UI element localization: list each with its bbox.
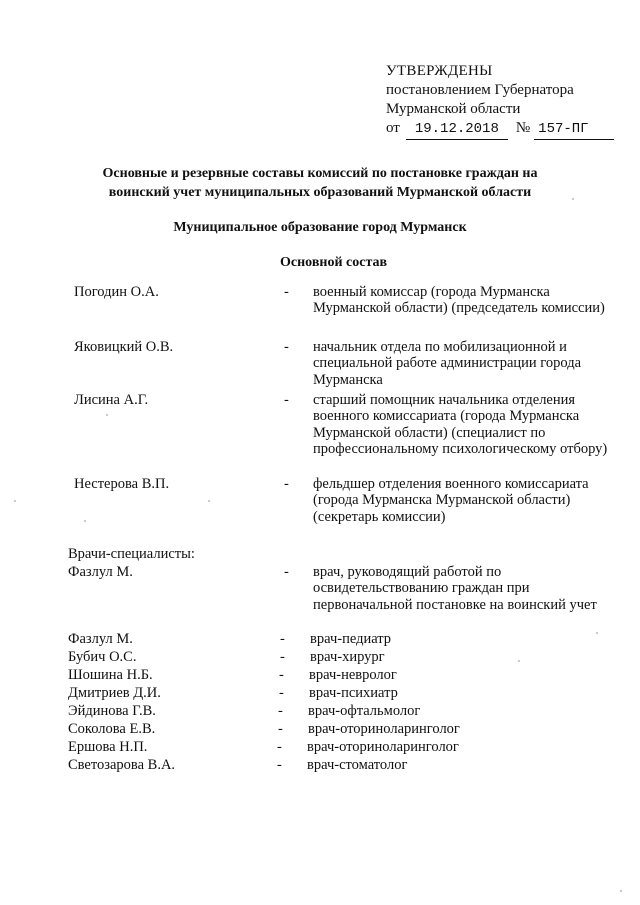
approval-number: 157-ПГ bbox=[534, 120, 614, 140]
doctor-name: Светозарова В.А. bbox=[68, 757, 176, 773]
approval-stamp bbox=[386, 62, 614, 140]
municipality-heading: Муниципальное образование город Мурманск bbox=[173, 220, 467, 235]
doctor-dash: - bbox=[278, 703, 283, 719]
doctor-name: Дмитриев Д.И. bbox=[68, 685, 161, 701]
approval-date-line bbox=[386, 119, 614, 140]
member-dash: - bbox=[284, 284, 289, 300]
doctor-dash: - bbox=[278, 721, 283, 737]
doctor-dash: - bbox=[280, 649, 285, 665]
approval-line-1: постановлением Губернатора bbox=[386, 82, 574, 98]
document-title-line-1: Основные и резервные составы комиссий по постановке граждан на bbox=[102, 166, 538, 181]
doctor-role: врач-офтальмолог bbox=[308, 703, 421, 719]
doctor-name: Шошина Н.Б. bbox=[68, 667, 153, 683]
doctor-role: врач-оториноларинголог bbox=[307, 739, 459, 755]
doctor-name: Ершова Н.П. bbox=[68, 739, 148, 755]
section-heading: Основной состав bbox=[280, 255, 388, 270]
scan-speck bbox=[596, 632, 598, 634]
doctor-dash: - bbox=[284, 564, 289, 580]
approval-date-prefix: от bbox=[386, 120, 400, 136]
doctor-name: Бубич О.С. bbox=[68, 649, 137, 665]
scan-speck bbox=[84, 520, 86, 522]
document-title-line-2: воинский учет муниципальных образований Мурманской области bbox=[108, 185, 532, 200]
doctor-dash: - bbox=[279, 667, 284, 683]
doctor-role: врач-хирург bbox=[310, 649, 385, 665]
doctor-name: Фазлул М. bbox=[68, 564, 133, 580]
approval-number-label: № bbox=[515, 120, 531, 136]
scan-speck bbox=[106, 414, 108, 416]
member-role: начальник отдела по мобилизационной и специальной работе администрации города Мурманска bbox=[313, 339, 582, 388]
doctor-dash: - bbox=[279, 685, 284, 701]
member-role: старший помощник начальника отделения военного комиссариата (города Мурманска Мурманской области) (специалист по профессиональному психологическому отбору) bbox=[313, 392, 608, 457]
scan-speck bbox=[572, 198, 574, 200]
approval-line-2: Мурманской области bbox=[386, 101, 521, 117]
member-role: военный комиссар (города Мурманска Мурманской области) (председатель комиссии) bbox=[313, 284, 605, 317]
member-name: Нестерова В.П. bbox=[74, 476, 170, 492]
approval-date: 19.12.2018 bbox=[406, 120, 508, 140]
doctor-name: Соколова Е.В. bbox=[68, 721, 156, 737]
doctor-dash: - bbox=[280, 631, 285, 647]
doctor-role: врач-стоматолог bbox=[307, 757, 408, 773]
doctor-name: Эйдинова Г.В. bbox=[68, 703, 156, 719]
document-title bbox=[0, 164, 640, 202]
member-dash: - bbox=[284, 339, 289, 355]
member-dash: - bbox=[284, 392, 289, 408]
scan-speck bbox=[620, 890, 622, 892]
scan-speck bbox=[208, 500, 210, 502]
doctor-role: врач-невролог bbox=[309, 667, 397, 683]
doctor-role: врач, руководящий работой по освидетельствованию граждан при первоначальной постановке на воинский учет bbox=[313, 564, 597, 613]
scan-speck bbox=[14, 500, 16, 502]
doctor-name: Фазлул М. bbox=[68, 631, 133, 647]
doctor-role: врач-психиатр bbox=[309, 685, 398, 701]
member-dash: - bbox=[284, 476, 289, 492]
member-name: Яковицкий О.В. bbox=[74, 339, 174, 355]
member-name: Погодин О.А. bbox=[74, 284, 159, 300]
doctor-dash: - bbox=[277, 739, 282, 755]
doctor-role: врач-оториноларинголог bbox=[308, 721, 460, 737]
doctor-dash: - bbox=[277, 757, 282, 773]
member-name: Лисина А.Г. bbox=[74, 392, 149, 408]
doctor-role: врач-педиатр bbox=[310, 631, 392, 647]
scan-speck bbox=[518, 660, 520, 662]
specialists-label: Врачи-специалисты: bbox=[68, 546, 195, 562]
member-role: фельдшер отделения военного комиссариата (города Мурманска Мурманской области) (секретарь комиссии) bbox=[313, 476, 589, 525]
approval-title: УТВЕРЖДЕНЫ bbox=[386, 63, 493, 79]
